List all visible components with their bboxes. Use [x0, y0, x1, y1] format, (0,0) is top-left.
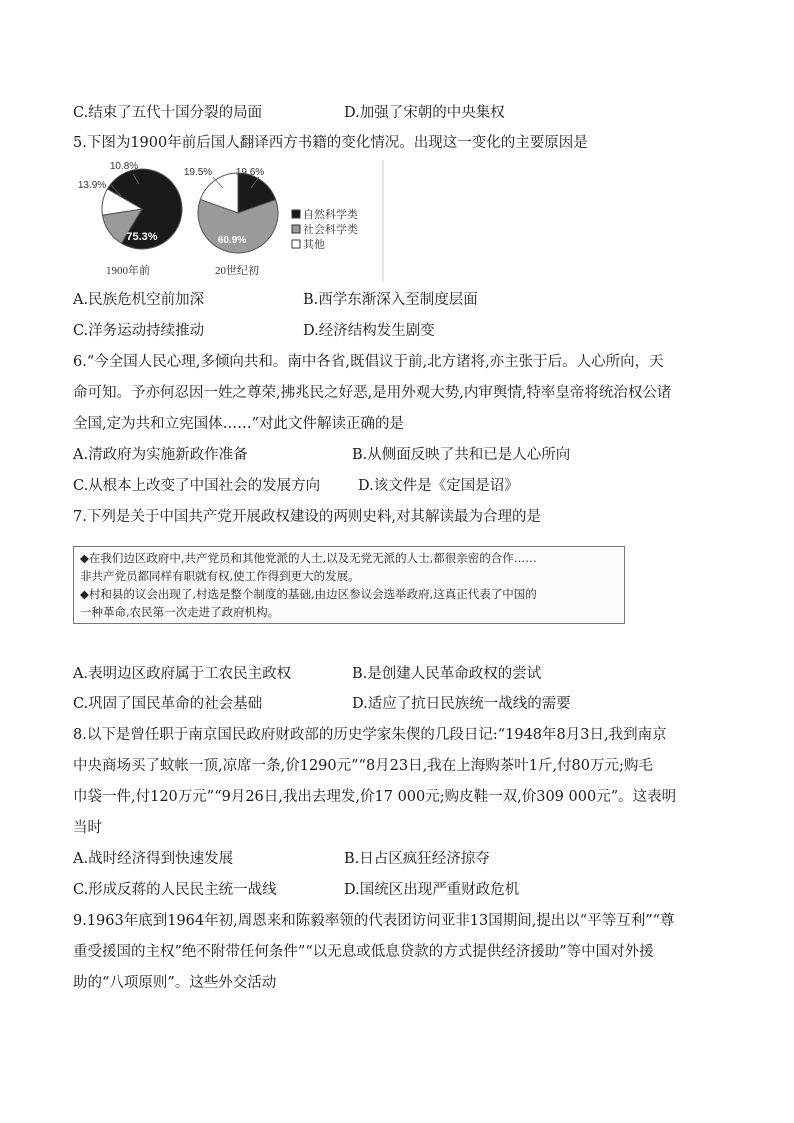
pie-value-label: 60.9% [217, 235, 247, 246]
legend-label: 其他 [303, 239, 325, 251]
pie-value-label: 10.8% [109, 161, 139, 172]
legend-swatch [292, 240, 300, 248]
q7-source-box [73, 546, 625, 624]
q9-stem-line-3: 助的“八项原则”。这些外交活动 [73, 975, 277, 991]
q8-stem-line-4: 当时 [73, 820, 102, 836]
q7-stem: 7.下列是关于中国共产党开展政权建设的两则史料,对其解读最为合理的是 [73, 509, 541, 525]
q7-quote-1-line-2: 非共产党员都同样有职就有权,使工作得到更大的发展。 [80, 569, 360, 583]
q6-stem-line-1: 6.“今全国人民心理,多倾向共和。南中各省,既倡议于前,北方诸将,亦主张于后。人心所向，天 [73, 354, 664, 370]
pie-value-label: 19.6% [235, 167, 265, 178]
pie-charts [73, 160, 384, 282]
pie-1900s [184, 167, 278, 253]
q8-option-a: A.战时经济得到快速发展 [73, 851, 234, 867]
pie-value-label: 19.5% [183, 167, 213, 178]
q6-stem-line-2: 命可知。予亦何忍因一姓之尊荣,拂兆民之好恶,是用外观大势,内审舆情,特率皇帝将统治权公诸 [73, 385, 672, 401]
q7-option-c: C.巩固了国民革命的社会基础 [73, 696, 263, 712]
q8-option-c: C.形成反蒋的人民民主统一战线 [73, 882, 277, 898]
q8-stem-line-1: 8.以下是曾任职于南京国民政府财政部的历史学家朱偰的几段日记:“1948年8月3日,我到南京 [73, 727, 667, 743]
q9-stem-line-1: 9.1963年底到1964年初,周恩来和陈毅率领的代表团访问亚非13国期间,提出以“平等互利”“尊 [73, 913, 675, 929]
q7-option-a: A.表明边区政府属于工农民主政权 [73, 666, 292, 682]
legend-swatch [292, 210, 300, 218]
q6-option-c: C.从根本上改变了中国社会的发展方向 [73, 478, 321, 494]
pie-1900-caption: 1900年前 [106, 265, 150, 277]
legend-swatch [292, 225, 300, 233]
q7-option-d: D.适应了抗日民族统一战线的需要 [352, 696, 571, 712]
q8-option-b: B.日占区疯狂经济掠夺 [344, 851, 490, 867]
q7-quote-2-line-1: ◆村和县的议会出现了,村选是整个制度的基础,由边区参议会选举政府,这真正代表了中国的 [80, 587, 537, 601]
q7-option-b: B.是创建人民革命政权的尝试 [352, 666, 542, 682]
q5-option-a: A.民族危机空前加深 [73, 292, 205, 308]
q4-option-c: C.结束了五代十国分裂的局面 [73, 105, 263, 121]
q6-option-d: D.该文件是《定国是诏》 [358, 478, 519, 494]
pie-value-label: 13.9% [77, 180, 107, 191]
q8-stem-line-3: 巾袋一件,付120万元”“9月26日,我出去理发,价17 000元;购皮鞋一双,价309 000元”。这表明 [73, 789, 677, 805]
pie-legend [292, 207, 358, 251]
legend-label: 自然科学类 [303, 209, 358, 221]
pie-1900 [78, 161, 182, 249]
pie-value-label: 75.3% [126, 231, 158, 243]
pie-1900s-caption: 20世纪初 [215, 265, 259, 277]
q6-option-b: B.从侧面反映了共和已是人心所向 [352, 447, 571, 463]
legend-label: 社会科学类 [303, 224, 358, 236]
q5-option-c: C.洋务运动持续推动 [73, 323, 205, 339]
q5-stem: 5.下图为1900年前后国人翻译西方书籍的变化情况。出现这一变化的主要原因是 [73, 135, 588, 151]
q7-quote-1-line-1: ◆在我们边区政府中,共产党员和其他党派的人士,以及无党无派的人士,都很亲密的合作…… [80, 551, 537, 565]
q5-option-b: B.西学东渐深入至制度层面 [303, 292, 478, 308]
q9-stem-line-2: 重受援国的主权”绝不附带任何条件”“以无息或低息贷款的方式提供经济援助”等中国对外援 [73, 944, 654, 960]
q6-option-a: A.清政府为实施新政作准备 [73, 447, 248, 463]
q6-stem-line-3: 全国,定为共和立宪国体……”对此文件解读正确的是 [73, 416, 405, 432]
q5-option-d: D.经济结构发生剧变 [303, 323, 435, 339]
q7-quote-2-line-2: 一种革命,农民第一次走进了政府机构。 [80, 605, 280, 619]
q8-stem-line-2: 中央商场买了蚊帐一顶,凉席一条,价1290元”“8月23日,我在上海购茶叶1斤,付80万元;购毛 [73, 758, 653, 774]
pie-chart-figure [73, 160, 384, 282]
q4-option-d: D.加强了宋朝的中央集权 [344, 105, 505, 121]
q8-option-d: D.国统区出现严重财政危机 [344, 882, 520, 898]
